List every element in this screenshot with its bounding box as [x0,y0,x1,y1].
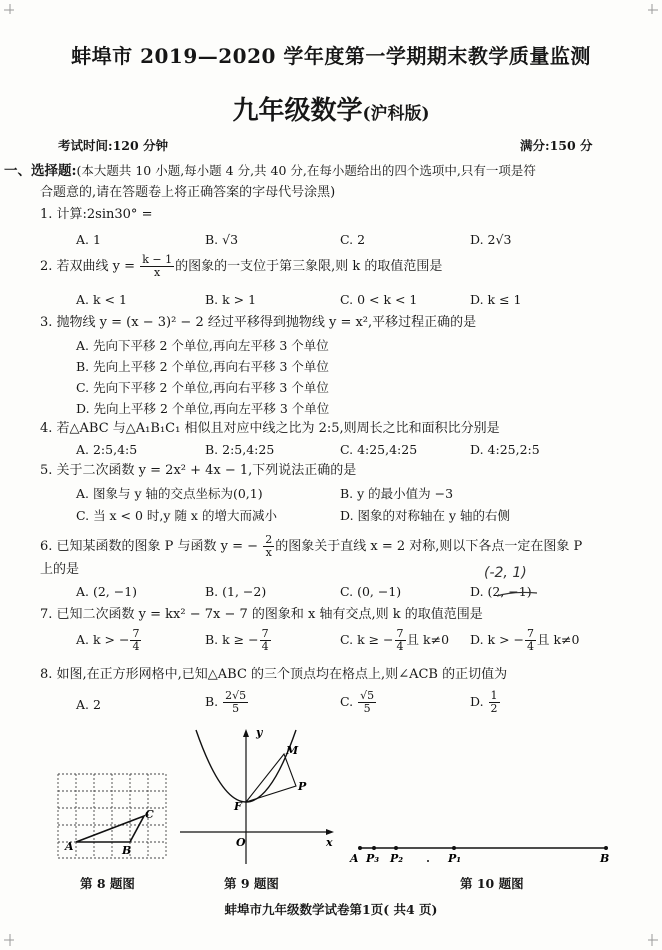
label-c: C [145,808,154,821]
question-6-option-d: D. (2, −1) [470,584,532,599]
label-f: F [234,800,242,813]
question-8-option-c: C. $\frac{√5}{5}$ [340,689,375,715]
question-6-option-c: C. (0, −1) [340,584,402,599]
question-7-option-a: A. k > − $\frac{7}{4}$ [76,627,140,653]
question-8-option-d: D. $\frac{1}{2}$ [470,689,498,715]
fraction: $\frac{7}{4}$ [396,627,404,653]
label-a: A [350,852,359,865]
question-6-stem: 6. 已知某函数的图象 P 与函数 y = − $\frac{2}{x}$ 的图象关于直线 x = 2 对称,则以下各点一定在图象 P [40,533,583,559]
subject-label: 九年级数学 [232,96,363,126]
label-a: A [65,840,74,853]
label-b: B [600,852,610,865]
question-2-stem: 2. 若双曲线 y = $\frac{k - 1}{x}$ 的图象的一支位于第三象限,则 k 的取值范围是 [40,253,443,279]
question-8-stem: 8. 如图,在正方形网格中,已知△ABC 的三个顶点均在格点上,则∠ACB 的正切值为 [40,667,508,682]
fraction: $\frac{1}{2}$ [490,689,498,715]
fraction: $\frac{7}{4}$ [261,627,269,653]
label-y: y [256,726,263,739]
edition-label: (沪科版) [362,104,430,124]
question-4-stem: 4. 若△ABC 与△A₁B₁C₁ 相似且对应中线之比为 2:5,则周长之比和面积比分别是 [40,421,500,436]
label-p2: P₂ [390,852,404,865]
question-5-stem: 5. 关于二次函数 y = 2x² + 4x − 1,下列说法正确的是 [40,463,357,478]
label-p3: P₃ [366,852,380,865]
section-heading: 一、选择题:(本大题共 10 小题,每小题 4 分,共 40 分,在每小题给出的四个选项中,只有一项是符 [4,163,536,179]
question-4-option-d: D. 4:25,2:5 [470,442,540,457]
fraction: $\frac{2}{x}$ [265,533,273,559]
label-p1: P₁ [448,852,462,865]
question-1-option-a: A. 1 [76,232,101,247]
question-3-option-c: C. 先向下平移 2 个单位,再向右平移 3 个单位 [76,380,329,395]
question-3-option-b: B. 先向上平移 2 个单位,再向右平移 3 个单位 [76,359,329,374]
label-o: O [236,836,246,849]
question-7-option-c: C. k ≥ − $\frac{7}{4}$ 且 k≠0 [340,627,450,653]
figure-8-grid [54,770,170,862]
label-b: B [122,844,132,857]
figure-8-caption: 第 8 题图 [80,876,135,891]
question-8-option-b: B. $\frac{2√5}{5}$ [205,689,247,715]
figure-10-segment [344,836,616,866]
question-2-option-c: C. 0 < k < 1 [340,292,418,307]
question-4-option-b: B. 2:5,4:25 [205,442,275,457]
figure-9-caption: 第 9 题图 [224,876,279,891]
question-4-option-c: C. 4:25,4:25 [340,442,418,457]
section-intro: 合题意的,请在答题卷上将正确答案的字母代号涂黑) [40,185,336,200]
question-1-option-c: C. 2 [340,232,366,247]
question-5-option-c: C. 当 x < 0 时,y 随 x 的增大而减小 [76,508,277,523]
figure-9-parabola [176,724,338,870]
question-6-option-a: A. (2, −1) [76,584,138,599]
question-2-option-a: A. k < 1 [76,292,127,307]
fraction: $\frac{√5}{5}$ [360,689,375,715]
page-footer: 蚌埠市九年级数学试卷第1页( 共4 页) [224,902,438,917]
question-3-option-d: D. 先向上平移 2 个单位,再向左平移 3 个单位 [76,401,330,416]
handwritten-strike [493,588,541,600]
question-3-stem: 3. 抛物线 y = (x − 3)² − 2 经过平移得到抛物线 y = x²,平移过程正确的是 [40,315,477,330]
exam-time: 考试时间:120 分钟 [58,138,169,153]
question-2-option-b: B. k > 1 [205,292,257,307]
question-2-option-d: D. k ≤ 1 [470,292,522,307]
label-x: x [326,836,333,849]
question-1-option-d: D. 2√3 [470,232,512,247]
question-6-stem-cont: 上的是 [40,562,80,577]
question-7-option-b: B. k ≥ − $\frac{7}{4}$ [205,627,269,653]
figure-10-caption: 第 10 题图 [460,876,524,891]
question-8-option-a: A. 2 [76,697,101,712]
question-5-option-b: B. y 的最小值为 −3 [340,486,454,501]
question-7-option-d: D. k > − $\frac{7}{4}$ 且 k≠0 [470,627,580,653]
question-6-option-b: B. (1, −2) [205,584,267,599]
label-p: P [298,780,307,793]
label-m: M [286,744,299,757]
exam-title: 蚌埠市 2019—2020 学年度第一学期期末教学质量监测 [71,44,591,68]
exam-score: 满分:150 分 [520,138,593,153]
question-7-stem: 7. 已知二次函数 y = kx² − 7x − 7 的图象和 x 轴有交点,则 k 的取值范围是 [40,607,483,622]
fraction: $\frac{2√5}{5}$ [225,689,247,715]
question-5-option-d: D. 图象的对称轴在 y 轴的右侧 [340,508,511,523]
fraction: $\frac{7}{4}$ [527,627,534,653]
question-4-option-a: A. 2:5,4:5 [76,442,138,457]
handwritten-answer: (-2, 1) [484,565,527,581]
question-1-stem: 1. 计算:2sin30° = [40,207,153,222]
fraction: $\frac{k - 1}{x}$ [142,253,173,279]
question-5-option-a: A. 图象与 y 轴的交点坐标为(0,1) [76,486,263,501]
question-3-option-a: A. 先向下平移 2 个单位,再向左平移 3 个单位 [76,338,329,353]
exam-subject [0,90,662,127]
question-1-option-b: B. √3 [205,232,239,247]
fraction: $\frac{7}{4}$ [132,627,140,653]
